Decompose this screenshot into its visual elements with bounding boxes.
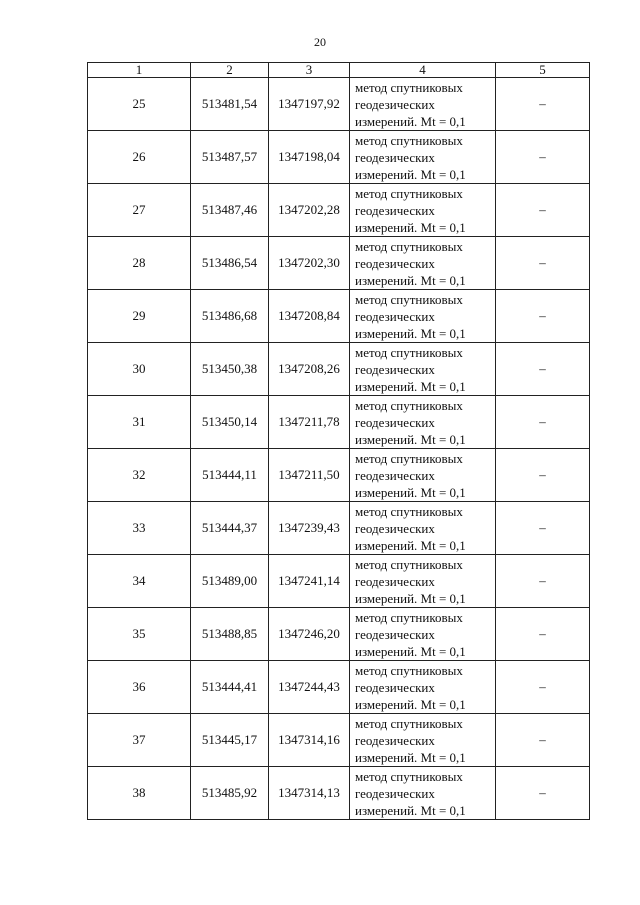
point-number-cell: 37 [88, 714, 191, 767]
method-cell [350, 608, 496, 661]
column-header-2: 2 [191, 63, 269, 78]
point-number-cell: 35 [88, 608, 191, 661]
x-coordinate-cell: 513487,46 [191, 184, 269, 237]
y-coordinate-cell: 1347241,14 [269, 555, 350, 608]
method-line: геодезических [355, 467, 435, 483]
method-cell [350, 555, 496, 608]
method-cell [350, 237, 496, 290]
method-cell [350, 343, 496, 396]
method-line: метод спутниковых [355, 79, 463, 95]
x-coordinate-cell: 513444,37 [191, 502, 269, 555]
note-cell: – [496, 78, 590, 131]
method-line: измерений. Mt = 0,1 [355, 749, 466, 765]
method-line: метод спутниковых [355, 344, 463, 360]
method-line: геодезических [355, 414, 435, 430]
y-coordinate-cell: 1347211,50 [269, 449, 350, 502]
point-number-cell: 32 [88, 449, 191, 502]
y-coordinate-cell: 1347244,43 [269, 661, 350, 714]
table-row [88, 131, 590, 184]
table-row [88, 449, 590, 502]
x-coordinate-cell: 513444,41 [191, 661, 269, 714]
x-coordinate-cell: 513489,00 [191, 555, 269, 608]
method-line: геодезических [355, 732, 435, 748]
note-cell: – [496, 767, 590, 820]
point-number-cell: 25 [88, 78, 191, 131]
note-cell: – [496, 237, 590, 290]
method-line: измерений. Mt = 0,1 [355, 272, 466, 288]
point-number-cell: 34 [88, 555, 191, 608]
x-coordinate-cell: 513485,92 [191, 767, 269, 820]
column-header-4: 4 [350, 63, 496, 78]
x-coordinate-cell: 513481,54 [191, 78, 269, 131]
method-cell [350, 502, 496, 555]
method-line: метод спутниковых [355, 715, 463, 731]
y-coordinate-cell: 1347208,84 [269, 290, 350, 343]
table-row [88, 343, 590, 396]
x-coordinate-cell: 513486,54 [191, 237, 269, 290]
y-coordinate-cell: 1347208,26 [269, 343, 350, 396]
y-coordinate-cell: 1347202,28 [269, 184, 350, 237]
method-line: метод спутниковых [355, 291, 463, 307]
note-cell: – [496, 449, 590, 502]
coordinates-table [87, 62, 590, 820]
column-header-3: 3 [269, 63, 350, 78]
method-line: метод спутниковых [355, 662, 463, 678]
method-line: метод спутниковых [355, 556, 463, 572]
table-row [88, 184, 590, 237]
method-line: измерений. Mt = 0,1 [355, 802, 466, 818]
column-header-1: 1 [88, 63, 191, 78]
method-line: геодезических [355, 361, 435, 377]
method-line: измерений. Mt = 0,1 [355, 431, 466, 447]
table-row [88, 290, 590, 343]
x-coordinate-cell: 513444,11 [191, 449, 269, 502]
method-line: метод спутниковых [355, 450, 463, 466]
method-line: измерений. Mt = 0,1 [355, 378, 466, 394]
point-number-cell: 29 [88, 290, 191, 343]
y-coordinate-cell: 1347314,13 [269, 767, 350, 820]
method-line: измерений. Mt = 0,1 [355, 696, 466, 712]
method-line: измерений. Mt = 0,1 [355, 643, 466, 659]
y-coordinate-cell: 1347314,16 [269, 714, 350, 767]
note-cell: – [496, 131, 590, 184]
method-line: метод спутниковых [355, 238, 463, 254]
method-line: измерений. Mt = 0,1 [355, 113, 466, 129]
table-row [88, 608, 590, 661]
point-number-cell: 30 [88, 343, 191, 396]
note-cell: – [496, 608, 590, 661]
method-line: геодезических [355, 626, 435, 642]
method-line: измерений. Mt = 0,1 [355, 590, 466, 606]
method-cell [350, 714, 496, 767]
y-coordinate-cell: 1347198,04 [269, 131, 350, 184]
point-number-cell: 26 [88, 131, 191, 184]
point-number-cell: 36 [88, 661, 191, 714]
point-number-cell: 38 [88, 767, 191, 820]
y-coordinate-cell: 1347211,78 [269, 396, 350, 449]
table-row [88, 396, 590, 449]
x-coordinate-cell: 513445,17 [191, 714, 269, 767]
method-cell [350, 290, 496, 343]
y-coordinate-cell: 1347246,20 [269, 608, 350, 661]
x-coordinate-cell: 513450,38 [191, 343, 269, 396]
x-coordinate-cell: 513450,14 [191, 396, 269, 449]
y-coordinate-cell: 1347239,43 [269, 502, 350, 555]
method-line: измерений. Mt = 0,1 [355, 219, 466, 235]
table-row [88, 661, 590, 714]
method-cell [350, 767, 496, 820]
method-line: метод спутниковых [355, 609, 463, 625]
method-line: геодезических [355, 785, 435, 801]
method-cell [350, 449, 496, 502]
method-line: измерений. Mt = 0,1 [355, 484, 466, 500]
method-cell [350, 396, 496, 449]
table-row [88, 237, 590, 290]
method-cell [350, 131, 496, 184]
point-number-cell: 27 [88, 184, 191, 237]
note-cell: – [496, 661, 590, 714]
table-row [88, 78, 590, 131]
method-line: метод спутниковых [355, 503, 463, 519]
table-body [88, 78, 590, 820]
method-line: геодезических [355, 520, 435, 536]
y-coordinate-cell: 1347197,92 [269, 78, 350, 131]
method-line: измерений. Mt = 0,1 [355, 166, 466, 182]
point-number-cell: 33 [88, 502, 191, 555]
method-line: метод спутниковых [355, 397, 463, 413]
x-coordinate-cell: 513488,85 [191, 608, 269, 661]
note-cell: – [496, 343, 590, 396]
note-cell: – [496, 555, 590, 608]
method-line: метод спутниковых [355, 132, 463, 148]
column-header-5: 5 [496, 63, 590, 78]
method-line: метод спутниковых [355, 768, 463, 784]
note-cell: – [496, 714, 590, 767]
method-line: геодезических [355, 149, 435, 165]
page-number: 20 [314, 35, 326, 49]
method-cell [350, 184, 496, 237]
point-number-cell: 28 [88, 237, 191, 290]
method-line: измерений. Mt = 0,1 [355, 537, 466, 553]
method-line: геодезических [355, 96, 435, 112]
note-cell: – [496, 396, 590, 449]
table-row [88, 767, 590, 820]
table-row [88, 714, 590, 767]
x-coordinate-cell: 513486,68 [191, 290, 269, 343]
method-line: геодезических [355, 679, 435, 695]
table-header-row [88, 63, 590, 78]
note-cell: – [496, 290, 590, 343]
method-line: геодезических [355, 308, 435, 324]
method-line: метод спутниковых [355, 185, 463, 201]
method-cell [350, 78, 496, 131]
method-line: геодезических [355, 255, 435, 271]
y-coordinate-cell: 1347202,30 [269, 237, 350, 290]
method-line: геодезических [355, 202, 435, 218]
table-row [88, 502, 590, 555]
method-line: геодезических [355, 573, 435, 589]
note-cell: – [496, 502, 590, 555]
point-number-cell: 31 [88, 396, 191, 449]
method-line: измерений. Mt = 0,1 [355, 325, 466, 341]
table-row [88, 555, 590, 608]
x-coordinate-cell: 513487,57 [191, 131, 269, 184]
note-cell: – [496, 184, 590, 237]
method-cell [350, 661, 496, 714]
